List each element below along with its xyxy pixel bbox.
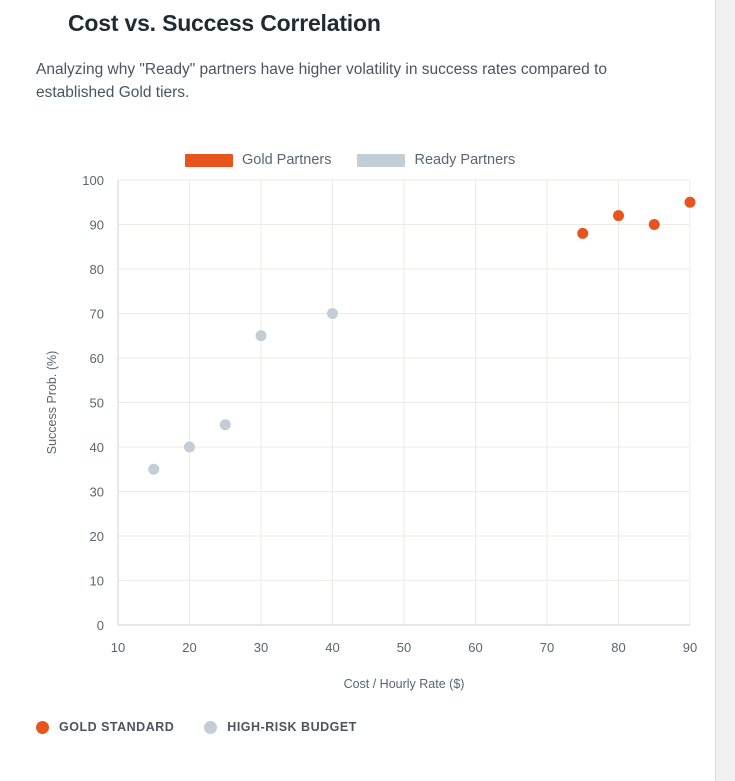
y-tick-label: 80 <box>89 262 104 277</box>
y-tick-label: 20 <box>89 529 104 544</box>
legend-label-gold-standard: GOLD STANDARD <box>59 720 175 734</box>
data-point[interactable] <box>613 210 624 221</box>
y-tick-label: 100 <box>82 173 104 188</box>
x-tick-label: 70 <box>539 640 555 655</box>
x-tick-label: 30 <box>253 640 269 655</box>
legend-item-high-risk-budget[interactable] <box>204 720 357 734</box>
data-point[interactable] <box>256 330 267 341</box>
chart-container <box>0 140 715 700</box>
legend-item-gold-standard[interactable] <box>36 720 174 734</box>
y-tick-label: 40 <box>89 440 104 455</box>
page-title: Cost vs. Success Correlation <box>68 10 381 36</box>
x-tick-label: 90 <box>682 640 698 655</box>
x-tick-label: 40 <box>325 640 340 655</box>
data-point[interactable] <box>685 197 696 208</box>
legend-label-ready: Ready Partners <box>414 152 516 168</box>
data-point[interactable] <box>148 464 159 475</box>
x-axis-title: Cost / Hourly Rate ($) <box>343 677 465 691</box>
plot-area <box>0 140 715 700</box>
chart-legend-bottom <box>36 720 357 734</box>
y-tick-label: 50 <box>89 395 104 411</box>
x-tick-label: 80 <box>611 640 626 655</box>
page-subtitle: Analyzing why "Ready" partners have higher volatility in success rates compared to established Gold tiers. <box>36 61 608 102</box>
legend-label-high-risk-budget: HIGH-RISK BUDGET <box>227 720 357 734</box>
y-tick-label: 10 <box>89 573 104 589</box>
data-point[interactable] <box>577 228 588 239</box>
data-point[interactable] <box>327 308 338 319</box>
legend-dot-gold-standard <box>36 721 49 734</box>
scatter-plot <box>0 140 715 700</box>
x-tick-label: 20 <box>182 640 197 655</box>
data-point[interactable] <box>184 442 195 453</box>
page-right-margin <box>715 0 735 781</box>
y-tick-label: 0 <box>96 618 104 633</box>
data-point[interactable] <box>220 419 231 430</box>
y-tick-label: 70 <box>89 306 104 322</box>
y-tick-label: 90 <box>89 217 104 233</box>
x-tick-label: 60 <box>468 640 483 655</box>
data-point[interactable] <box>649 219 660 230</box>
x-tick-label: 10 <box>110 640 126 655</box>
y-tick-label: 30 <box>89 484 104 500</box>
legend-label-gold: Gold Partners <box>242 152 332 168</box>
y-tick-label: 60 <box>89 351 104 366</box>
y-axis-title: Success Prob. (%) <box>45 350 59 455</box>
legend-dot-high-risk <box>204 721 217 734</box>
x-tick-label: 50 <box>396 640 412 655</box>
